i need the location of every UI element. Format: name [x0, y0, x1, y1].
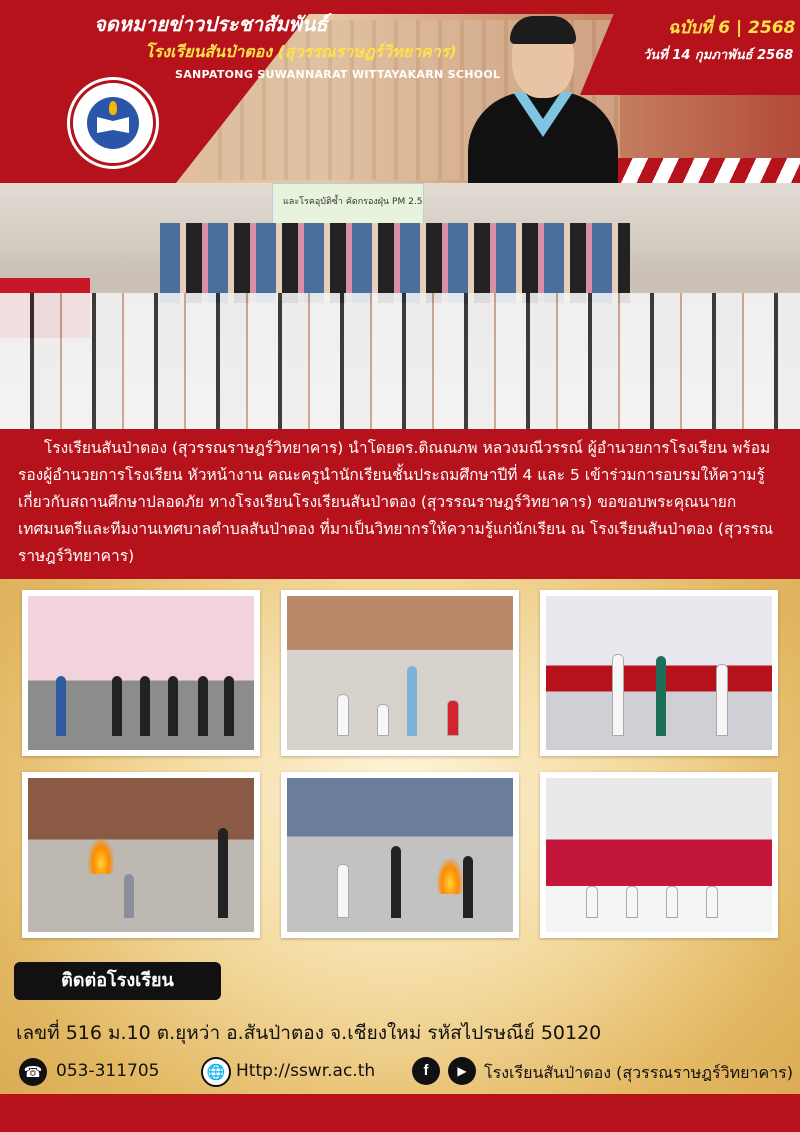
social-account-name[interactable]: โรงเรียนสันป่าตอง (สุวรรณราษฎร์วิทยาคาร): [484, 1063, 794, 1082]
school-logo: [70, 80, 156, 166]
newsletter-header: [0, 0, 800, 183]
school-name-english: SANPATONG SUWANNARAT WITTAYAKARN SCHOOL: [175, 68, 501, 81]
facebook-icon[interactable]: f: [412, 1057, 440, 1085]
phone-number[interactable]: 053-311705: [56, 1061, 160, 1081]
globe-icon: 🌐: [201, 1057, 231, 1087]
gallery-photo-3: [540, 590, 778, 756]
article-panel: [0, 429, 800, 579]
gallery-photo-5: [281, 772, 519, 938]
photo-gallery: [0, 579, 800, 1132]
contact-heading: ติดต่อโรงเรียน: [14, 962, 221, 1000]
event-banner-text: และโรคอุบัติซ้ำ คัดกรองฝุ่น PM 2.5: [283, 197, 423, 207]
gallery-photo-4: [22, 772, 260, 938]
student-crowd: [0, 293, 800, 429]
issue-number: ฉบับที่ 6 | 2568: [668, 18, 796, 38]
staff-row: [160, 223, 630, 303]
youtube-icon[interactable]: ▶: [448, 1057, 476, 1085]
website-link[interactable]: Http://sswr.ac.th: [236, 1061, 376, 1081]
footer-bar: [0, 1094, 800, 1132]
newsletter-title: จดหมายข่าวประชาสัมพันธ์: [94, 12, 328, 36]
article-body: โรงเรียนสันป่าตอง (สุวรรณราษฎร์วิทยาคาร) นำโดยดร.ติณณภพ หลวงมณีวรรณ์ ผู้อำนวยการโรงเรียน พร้อมรองผู้อำนวยการโรงเรียน หัวหน้างาน คณะครูนำนักเรียนชั้นประถมศึกษาปีที่ 4 และ 5 เข้าร่วมการอบรมให้ความรู้เกี่ยวกับสถานศึกษาปลอดภัย ทางโรงเรียนโรงเรียนสันป่าตอง (สุวรรณราษฎร์วิทยาคาร) ขอขอบพระคุณนายกเทศมนตรีและทีมงานเทศบาลตำบลสันป่าตอง ที่มาเป็นวิทยากรให้ความรู้แก่นักเรียน ณ โรงเรียนสันป่าตอง (สุวรรณราษฎร์วิทยาคาร): [18, 439, 774, 565]
group-photo: [0, 183, 800, 429]
school-name-thai: โรงเรียนสันป่าตอง (สุวรรณราษฎร์วิทยาคาร): [145, 42, 457, 61]
issue-date: วันที่ 14 กุมภาพันธ์ 2568: [643, 48, 794, 63]
phone-icon: ☎: [19, 1058, 47, 1086]
school-address: เลขที่ 516 ม.10 ต.ยุหว่า อ.สันป่าตอง จ.เชียงใหม่ รหัสไปรษณีย์ 50120: [16, 1022, 602, 1044]
gallery-photo-2: [281, 590, 519, 756]
gallery-photo-6: [540, 772, 778, 938]
gallery-photo-1: [22, 590, 260, 756]
director-portrait: [468, 12, 618, 183]
